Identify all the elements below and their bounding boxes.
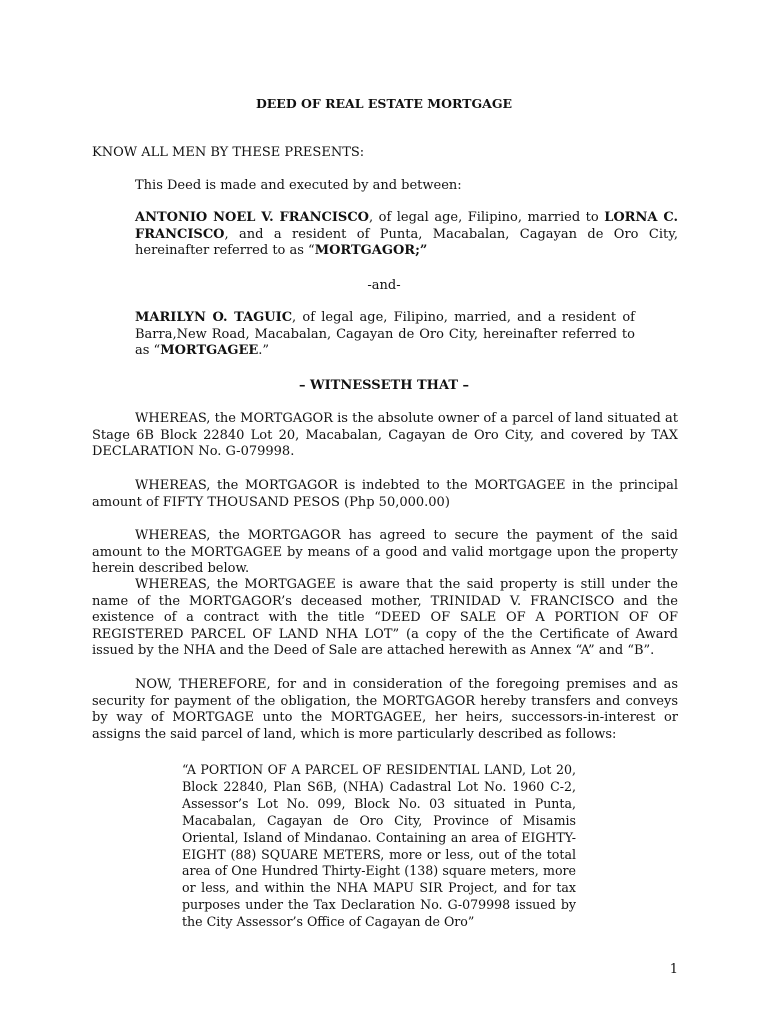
party-mortgagor [135, 210, 678, 260]
mortgagee-text: , of legal age, Filipino, married, and a resident of Barra,New Road, Macabalan, Cagayan de Oro City, hereinafter referred to as “ [135, 310, 635, 358]
know-all-line: KNOW ALL MEN BY THESE PRESENTS: [92, 145, 365, 160]
whereas-paragraph-4: WHEREAS, the MORTGAGEE is aware that the said property is still under the name of the MORTGAGOR’s deceased mother, TRINIDAD V. FRANCISCO and the existence of a contract with the title “DEED OF SALE OF A PORTION OF OF REGISTERED PARCEL OF LAND NHA LOT” (a copy of the the Certificate of Award issued by the NHA and the Deed of Sale are attached herewith as Annex “A” and “B”. [92, 577, 678, 658]
whereas-paragraph-3: WHEREAS, the MORTGAGOR has agreed to secure the payment of the said amount to the MORTGAGEE by means of a good and valid mortgage upon the property herein described below. [92, 528, 678, 576]
mortgagor-text: , of legal age, Filipino, married to [369, 210, 605, 225]
mortgagor-name: ANTONIO NOEL V. FRANCISCO [135, 210, 369, 225]
mortgagor-role: MORTGAGOR;” [314, 243, 428, 258]
page-number: 1 [669, 962, 678, 977]
document-title: DEED OF REAL ESTATE MORTGAGE [255, 96, 513, 111]
property-description: “A PORTION OF A PARCEL OF RESIDENTIAL LAND, Lot 20, Block 22840, Plan S6B, (NHA) Cadastral Lot No. 1960 C-2, Assessor’s Lot No. 099, Block No. 03 situated in Punta, Macabalan, Cagayan de Oro City, Province of Misamis Oriental, Island of Mindanao. Containing an area of EIGHTY-EIGHT (88) SQUARE METERS, more or less, out of the total area of One Hundred Thirty-Eight (138) square meters, more or less, and within the NHA MAPU SIR Project, and for tax purposes under the Tax Declaration No. G-079998 issued by the City Assessor’s Office of Cagayan de Oro” [182, 762, 576, 930]
intro-line: This Deed is made and executed by and between: [135, 178, 462, 193]
spouse-name: LORNA C. FRANCISCO [135, 210, 678, 242]
party-mortgagee: MARILYN O. TAGUIC, of legal age, Filipino, married, and a resident of Barra,New Road, Macabalan, Cagayan de Oro City, hereinafter referred to as “MORTGAGEE.” [135, 310, 635, 358]
witnesseth-heading: – WITNESSETH THAT – [298, 378, 470, 393]
whereas-paragraph-2: WHEREAS, the MORTGAGOR is indebted to the MORTGAGEE in the principal amount of FIFTY THOUSAND PESOS (Php 50,000.00) [92, 478, 678, 510]
whereas-paragraph-1: WHEREAS, the MORTGAGOR is the absolute owner of a parcel of land situated at Stage 6B Block 22840 Lot 20, Macabalan, Cagayan de Oro City, and covered by TAX DECLARATION No. G-079998. [92, 411, 678, 459]
mortgagee-role: MORTGAGEE [160, 343, 259, 358]
therefore-paragraph: NOW, THEREFORE, for and in consideration of the foregoing premises and as security for payment of the obligation, the MORTGAGOR hereby transfers and conveys by way of MORTGAGE unto the MORTGAGEE, her heirs, successors-in-interest or assigns the said parcel of land, which is more particularly described as follows: [92, 677, 678, 742]
mortgagee-name: MARILYN O. TAGUIC [135, 310, 293, 325]
and-separator: -and- [367, 278, 401, 293]
mortgagor-residence: , and a resident of Punta, Macabalan, Cagayan de Oro City, hereinafter referred to as “ [135, 226, 678, 258]
